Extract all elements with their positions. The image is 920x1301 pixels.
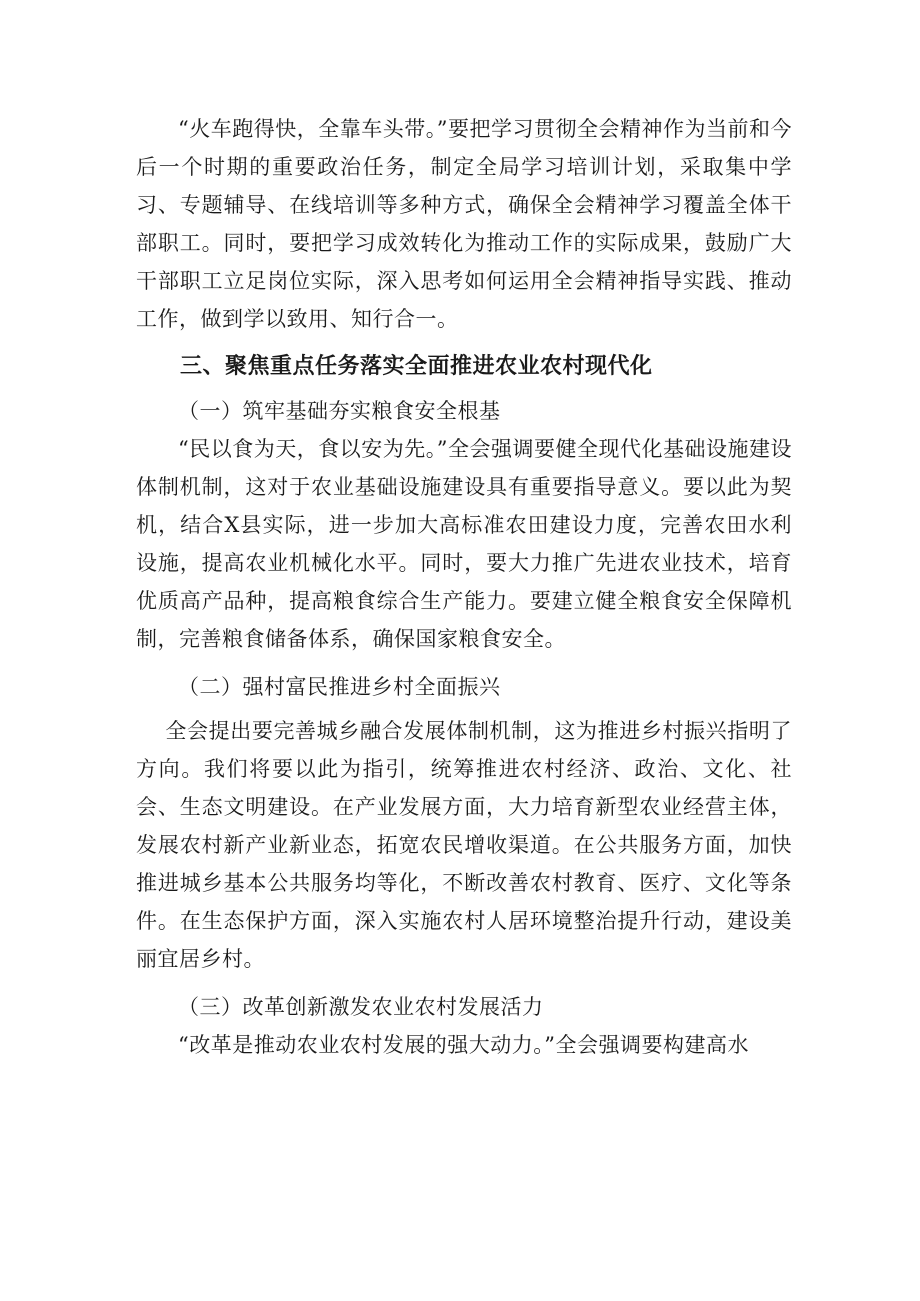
spacer: [136, 658, 792, 668]
paragraph-food-security: “民以食为天，食以安为先。”全会强调要健全现代化基础设施建设体制机制，这对于农业基础设施建设具有重要指导意义。要以此为契机，结合X县实际，进一步加大高标准农田建设力度，完善农田水利设施，提高农业机械化水平。同时，要大力推广先进农业技术，培育优质高产品种，提高粮食综合生产能力。要建立健全粮食安全保障机制，完善粮食储备体系，确保国家粮食安全。: [136, 437, 792, 651]
subheading-2: （二）强村富民推进乡村全面振兴: [178, 675, 501, 699]
section-heading-3: 三、聚焦重点任务落实全面推进农业农村现代化: [180, 354, 653, 379]
subheading-3: （三）改革创新激发农业农村发展活力: [178, 995, 544, 1019]
document-body: [136, 110, 792, 1064]
spacer: [136, 978, 792, 988]
paragraph-rural-revitalization: 全会提出要完善城乡融合发展体制机制，这为推进乡村振兴指明了方向。我们将要以此为指引，统筹推进农村经济、政治、文化、社会、生态文明建设。在产业发展方面，大力培育新型农业经营主体，发展农村新产业新业态，拓宽农民增收渠道。在公共服务方面，加快推进城乡基本公共服务均等化，不断改善农村教育、医疗、文化等条件。在生态保护方面，深入实施农村人居环境整治提升行动，建设美丽宜居乡村。: [136, 719, 792, 971]
spacer: [136, 338, 792, 344]
subheading-1: （一）筑牢基础夯实粮食安全根基: [178, 399, 501, 423]
paragraph-reform-innovation: “改革是推动农业农村发展的强大动力。”全会强调要构建高水: [178, 1033, 749, 1057]
paragraph-leadership-study: “火车跑得快，全靠车头带。”要把学习贯彻全会精神作为当前和今后一个时期的重要政治任务，制定全局学习培训计划，采取集中学习、专题辅导、在线培训等多种方式，确保全会精神学习覆盖全体干部职工。同时，要把学习成效转化为推动工作的实际成果，鼓励广大干部职工立足岗位实际，深入思考如何运用全会精神指导实践、推动工作，做到学以致用、知行合一。: [136, 117, 792, 331]
